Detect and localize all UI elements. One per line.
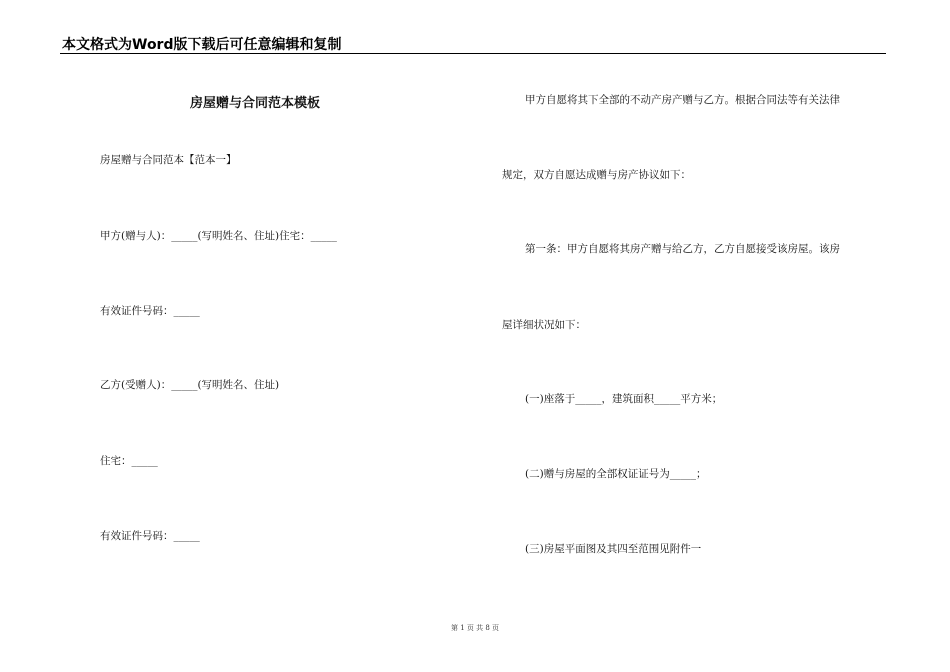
document-title: 房屋赠与合同范本模板 (190, 96, 321, 111)
right-line-article-1-cont: 屋详细状况如下： (502, 319, 586, 331)
left-line-party-b-id: 有效证件号码：_____ (100, 530, 200, 542)
right-line-intro-2: 规定，双方自愿达成赠与房产协议如下： (502, 169, 691, 181)
left-line-party-b: 乙方(受赠人)：_____(写明姓名、住址) (100, 379, 280, 391)
left-line-party-a: 甲方(赠与人)：_____(写明姓名、住址)住宅：_____ (100, 230, 337, 242)
left-line-template-heading: 房屋赠与合同范本【范本一】 (100, 154, 237, 166)
right-line-item-1: (一)座落于_____，建筑面积_____平方米； (525, 393, 723, 405)
header-title: 本文格式为Word版下载后可任意编辑和复制 (62, 37, 342, 53)
right-line-article-1: 第一条：甲方自愿将其房产赠与给乙方，乙方自愿接受该房屋。该房 (525, 243, 840, 255)
right-line-item-3: (三)房屋平面图及其四至范围见附件一 (525, 543, 702, 555)
page-number: 第 1 页 共 8 页 (450, 624, 500, 632)
left-line-party-b-residence: 住宅：_____ (100, 455, 158, 467)
header-divider (60, 53, 886, 54)
right-line-intro-1: 甲方自愿将其下全部的不动产房产赠与乙方。根据合同法等有关法律 (525, 94, 840, 106)
right-line-item-2: (二)赠与房屋的全部权证证号为_____； (525, 468, 707, 480)
left-line-party-a-id: 有效证件号码：_____ (100, 305, 200, 317)
